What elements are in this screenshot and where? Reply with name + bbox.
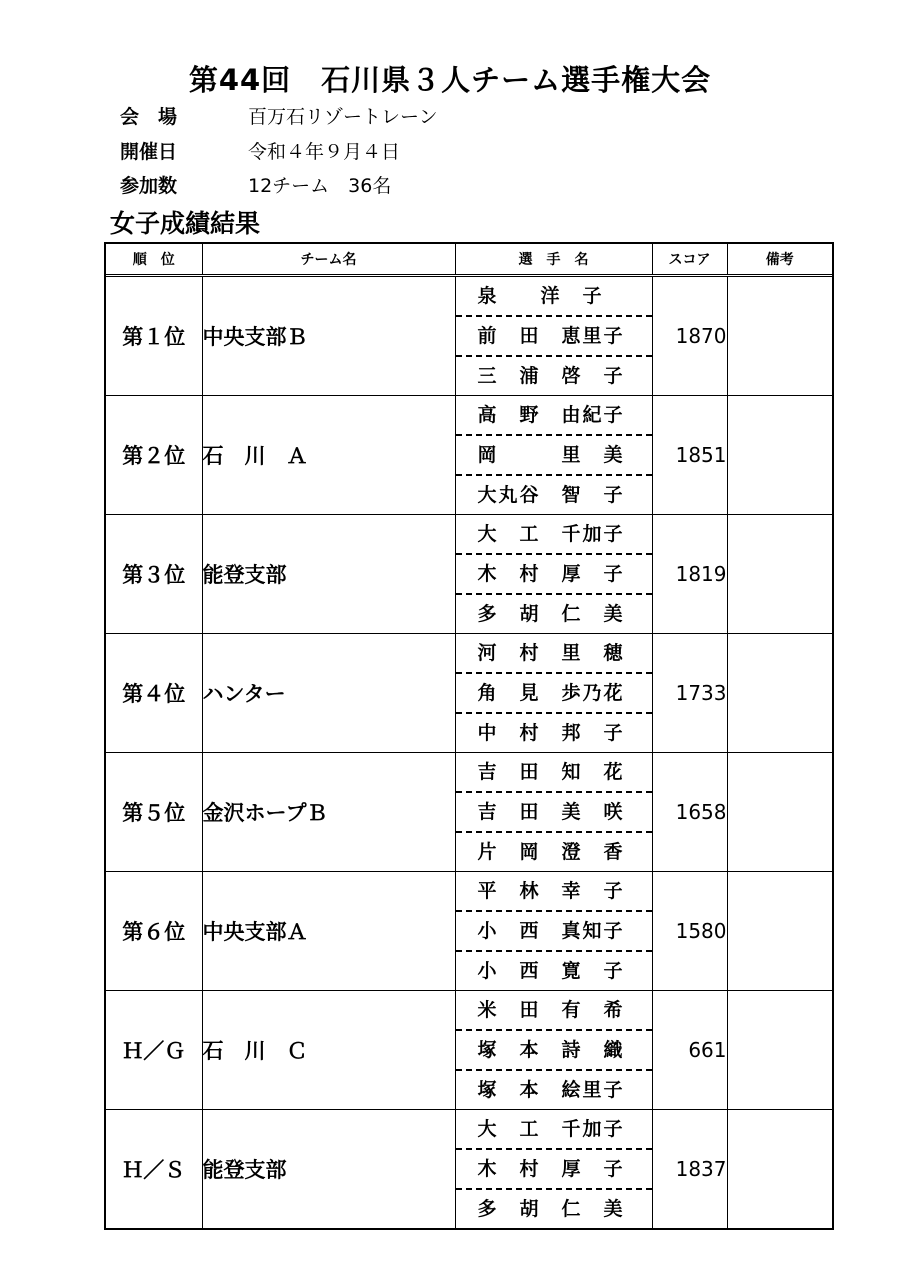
table-row: [105, 277, 833, 396]
player-name: 大 工 千加子: [456, 515, 652, 555]
player-name: 吉 田 美 咲: [456, 793, 652, 833]
player-name: 小 西 寛 子: [477, 960, 625, 982]
players-cell: [455, 753, 652, 872]
notes-cell: [727, 753, 833, 872]
rank-cell: 第３位: [105, 515, 202, 634]
score-cell: 1837: [652, 1110, 727, 1230]
results-table: [104, 242, 834, 1230]
rank-cell: Ｈ／Ｇ: [105, 991, 202, 1110]
table-header-row: [105, 243, 833, 275]
score-cell: 1580: [652, 872, 727, 991]
player-name: 大丸谷 智 子: [477, 484, 625, 506]
header-rank: 順 位: [105, 243, 202, 275]
score-cell: 1658: [652, 753, 727, 872]
info-value: 12チーム 36名: [248, 175, 392, 197]
player-name: 小 西 真知子: [456, 912, 652, 952]
info-date: [120, 137, 400, 164]
rank-cell: 第５位: [105, 753, 202, 872]
notes-cell: [727, 1110, 833, 1230]
player-name: 多 胡 仁 美: [477, 603, 625, 625]
player-name: 河 村 里 穂: [456, 634, 652, 674]
players-cell: [455, 991, 652, 1110]
header-team: チーム名: [202, 243, 455, 275]
player-name: 平 林 幸 子: [456, 872, 652, 912]
player-name: 岡 里 美: [456, 436, 652, 476]
rank-cell: 第２位: [105, 396, 202, 515]
players-cell: [455, 277, 652, 396]
table-row: [105, 634, 833, 753]
info-label: 参加数: [120, 175, 178, 197]
team-cell: ハンター: [202, 634, 455, 753]
players-cell: [455, 1110, 652, 1230]
header-notes: 備考: [727, 243, 833, 275]
header-players: 選 手 名: [455, 243, 652, 275]
notes-cell: [727, 991, 833, 1110]
score-cell: 1851: [652, 396, 727, 515]
info-value: 令和４年９月４日: [248, 141, 401, 163]
player-name: 多 胡 仁 美: [477, 1198, 625, 1220]
rank-cell: 第１位: [105, 277, 202, 396]
player-name: 塚 本 絵里子: [477, 1079, 625, 1101]
player-name: 吉 田 知 花: [456, 753, 652, 793]
rank-cell: 第６位: [105, 872, 202, 991]
player-name: 片 岡 澄 香: [477, 841, 625, 863]
player-name: 泉 洋 子: [456, 277, 652, 317]
table-row: [105, 872, 833, 991]
score-cell: 661: [652, 991, 727, 1110]
players-cell: [455, 634, 652, 753]
player-name: 塚 本 詩 織: [456, 1031, 652, 1071]
rank-cell: 第４位: [105, 634, 202, 753]
team-cell: 能登支部: [202, 1110, 455, 1230]
team-cell: 金沢ホープＢ: [202, 753, 455, 872]
info-venue: [120, 102, 438, 129]
info-label: 会 場: [120, 106, 178, 128]
table-row: [105, 1110, 833, 1230]
info-value: 百万石リゾートレーン: [248, 106, 438, 128]
notes-cell: [727, 396, 833, 515]
notes-cell: [727, 634, 833, 753]
section-title: 女子成績結果: [110, 209, 261, 238]
table-row: [105, 515, 833, 634]
score-cell: 1870: [652, 277, 727, 396]
table-row: [105, 396, 833, 515]
player-name: 中 村 邦 子: [477, 722, 625, 744]
players-cell: [455, 872, 652, 991]
team-cell: 中央支部Ｂ: [202, 277, 455, 396]
table-row: [105, 991, 833, 1110]
player-name: 高 野 由紀子: [456, 396, 652, 436]
notes-cell: [727, 277, 833, 396]
notes-cell: [727, 515, 833, 634]
document-title: 第44回 石川県３人チーム選手権大会: [188, 63, 712, 97]
players-cell: [455, 396, 652, 515]
player-name: 前 田 恵里子: [456, 317, 652, 357]
players-cell: [455, 515, 652, 634]
team-cell: 中央支部Ａ: [202, 872, 455, 991]
player-name: 大 工 千加子: [456, 1110, 652, 1150]
team-cell: 石 川 Ｃ: [202, 991, 455, 1110]
notes-cell: [727, 872, 833, 991]
player-name: 米 田 有 希: [456, 991, 652, 1031]
rank-cell: Ｈ／Ｓ: [105, 1110, 202, 1230]
player-name: 木 村 厚 子: [456, 1150, 652, 1190]
info-label: 開催日: [120, 141, 178, 163]
score-cell: 1819: [652, 515, 727, 634]
info-participants: [120, 171, 391, 198]
table-row: [105, 753, 833, 872]
team-cell: 能登支部: [202, 515, 455, 634]
player-name: 木 村 厚 子: [456, 555, 652, 595]
team-cell: 石 川 Ａ: [202, 396, 455, 515]
score-cell: 1733: [652, 634, 727, 753]
header-score: スコア: [652, 243, 727, 275]
player-name: 三 浦 啓 子: [477, 365, 625, 387]
player-name: 角 見 歩乃花: [456, 674, 652, 714]
